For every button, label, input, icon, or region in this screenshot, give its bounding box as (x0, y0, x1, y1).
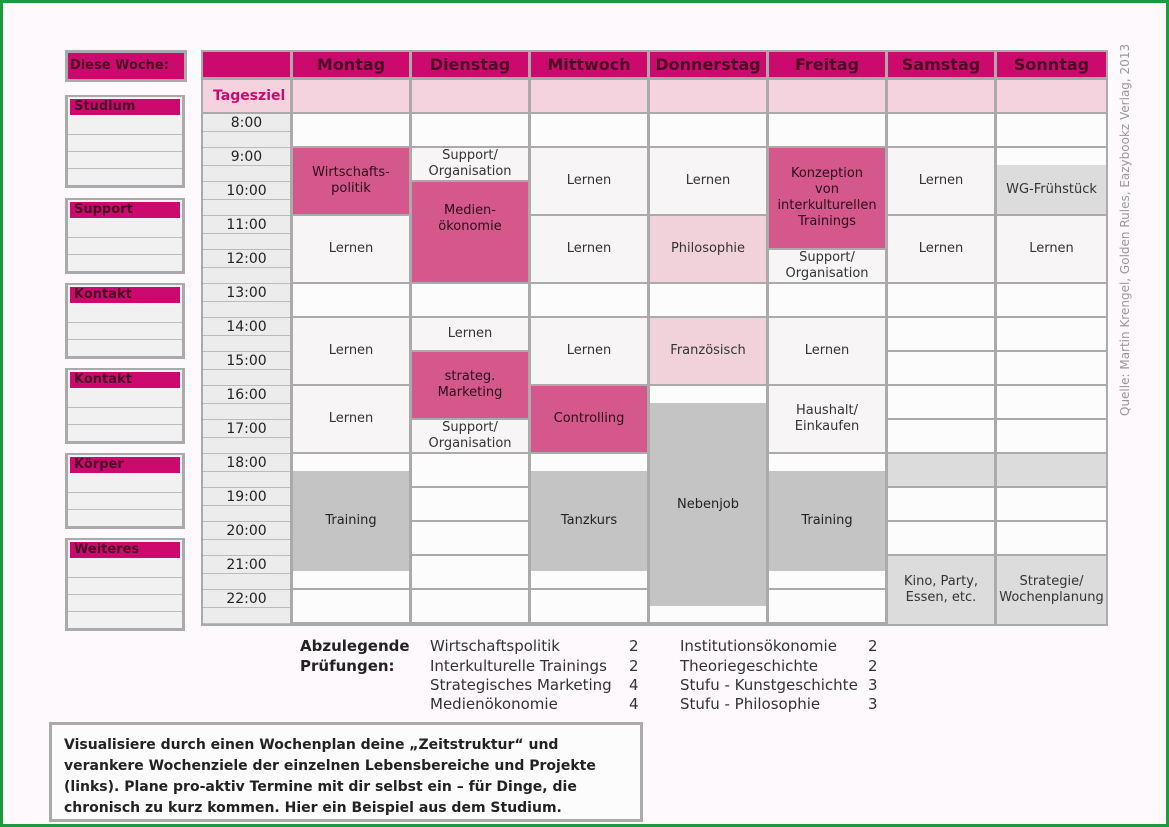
time-label: 10:00 (203, 182, 290, 199)
day-header-dienstag: Dienstag (412, 52, 528, 77)
time-slot[interactable] (888, 318, 994, 350)
time-label: 16:00 (203, 386, 290, 403)
side-block-title: Kontakt (68, 370, 182, 390)
exam-value: 3 (868, 695, 878, 713)
half-hour-line (203, 607, 290, 608)
exam-name: Theoriegeschichte (680, 657, 818, 675)
time-slot[interactable] (769, 590, 885, 622)
event-lernen[interactable]: Lernen (769, 318, 885, 384)
event-strateg-marketing[interactable]: strateg. Marketing (412, 352, 528, 418)
goal-cell[interactable] (997, 80, 1106, 112)
instruction-note: Visualisiere durch einen Wochenplan deine „Zeitstruktur“ und verankere Wochenziele der einzelnen Lebensbereiche und Projekte (links). Plane pro-aktiv Termine mit dir selbst ein – für Dinge, die chronisch zu kurz kommen. Hier ein Beispiel aus dem Studium. (49, 722, 643, 822)
time-label: 9:00 (203, 148, 290, 165)
goal-cell[interactable] (412, 80, 528, 112)
time-slot[interactable] (293, 114, 409, 146)
event-wirtschaftspolitik[interactable]: Wirtschafts- politik (293, 148, 409, 214)
half-hour-line (203, 165, 290, 166)
time-slot[interactable] (412, 488, 528, 520)
event-lernen[interactable]: Lernen (650, 148, 766, 214)
time-slot[interactable] (997, 386, 1106, 418)
half-hour-line (203, 369, 290, 370)
week-label: Diese Woche: (65, 50, 187, 82)
event-konzeption-trainings[interactable]: Konzeption von interkulturellen Trainings (769, 148, 885, 248)
time-slot[interactable] (888, 420, 994, 452)
half-hour-line (203, 403, 290, 404)
event-lernen[interactable]: Lernen (412, 318, 528, 350)
side-block-title: Weiteres (68, 540, 182, 560)
time-slot[interactable] (769, 284, 885, 316)
day-header-freitag: Freitag (769, 52, 885, 77)
goal-label: Tagesziel (203, 80, 290, 112)
time-label: 22:00 (203, 590, 290, 607)
time-slot[interactable] (531, 114, 647, 146)
exam-name: Institutionsökonomie (680, 637, 837, 655)
time-label: 12:00 (203, 250, 290, 267)
exam-name: Stufu - Philosophie (680, 695, 821, 713)
event-philosophie[interactable]: Philosophie (650, 216, 766, 282)
time-slot[interactable] (412, 284, 528, 316)
time-slot[interactable] (997, 114, 1106, 146)
block-shaded[interactable] (888, 454, 994, 486)
time-slot[interactable] (412, 454, 528, 486)
time-slot[interactable] (997, 284, 1106, 316)
half-hour-line (203, 437, 290, 438)
time-label: 19:00 (203, 488, 290, 505)
event-lernen[interactable]: Lernen (997, 216, 1106, 282)
time-slot[interactable] (412, 556, 528, 588)
event-lernen[interactable]: Lernen (888, 148, 994, 214)
time-label: 13:00 (203, 284, 290, 301)
block-shaded[interactable] (997, 454, 1106, 486)
goal-cell[interactable] (769, 80, 885, 112)
side-block-kontakt-1 (65, 283, 185, 359)
event-lernen[interactable]: Lernen (888, 216, 994, 282)
exam-value: 2 (629, 637, 639, 655)
side-block-title: Studium (68, 97, 182, 117)
half-hour-line (203, 505, 290, 506)
event-franzoesisch[interactable]: Französisch (650, 318, 766, 384)
side-block-title: Support (68, 200, 182, 220)
half-hour-line (203, 267, 290, 268)
half-hour-line (203, 301, 290, 302)
time-label: 18:00 (203, 454, 290, 471)
event-nebenjob[interactable]: Nebenjob (650, 403, 766, 606)
day-header-sonntag: Sonntag (997, 52, 1106, 77)
time-label: 21:00 (203, 556, 290, 573)
event-lernen[interactable]: Lernen (293, 216, 409, 282)
event-support[interactable]: Support/ Organisation (412, 420, 528, 452)
time-slot[interactable] (650, 114, 766, 146)
event-training[interactable]: Training (293, 471, 409, 571)
time-label: 8:00 (203, 114, 290, 131)
side-block-studium (65, 95, 185, 188)
event-lernen[interactable]: Lernen (293, 318, 409, 384)
half-hour-line (203, 573, 290, 574)
event-tanzkurs[interactable]: Tanzkurs (531, 471, 647, 571)
time-label: 17:00 (203, 420, 290, 437)
time-slot[interactable] (412, 590, 528, 622)
event-support[interactable]: Support/ Organisation (412, 148, 528, 180)
time-slot[interactable] (997, 420, 1106, 452)
event-controlling[interactable]: Controlling (531, 386, 647, 452)
exam-value: 3 (868, 676, 878, 694)
exams-title: Abzulegende Prüfungen: (300, 637, 410, 675)
event-lernen[interactable]: Lernen (293, 386, 409, 452)
time-label: 15:00 (203, 352, 290, 369)
half-hour-line (203, 199, 290, 200)
event-haushalt[interactable]: Haushalt/ Einkaufen (769, 386, 885, 452)
hour-line (203, 623, 290, 624)
event-lernen[interactable]: Lernen (531, 148, 647, 214)
exam-value: 2 (629, 657, 639, 675)
event-kino-party[interactable]: Kino, Party, Essen, etc. (888, 556, 994, 624)
exam-value: 2 (868, 657, 878, 675)
exam-name: Wirtschaftspolitik (430, 637, 560, 655)
event-support[interactable]: Support/ Organisation (769, 250, 885, 282)
week-schedule-table (201, 50, 1108, 626)
exam-name: Interkulturelle Trainings (430, 657, 607, 675)
time-slot[interactable] (888, 488, 994, 520)
time-slot[interactable] (997, 488, 1106, 520)
time-slot[interactable] (888, 522, 994, 554)
time-slot[interactable] (412, 114, 528, 146)
goal-cell[interactable] (293, 80, 409, 112)
time-slot[interactable] (997, 352, 1106, 384)
goal-cell[interactable] (888, 80, 994, 112)
event-strategie-wochenplanung[interactable]: Strategie/ Wochenplanung (997, 556, 1106, 624)
time-slot[interactable] (888, 284, 994, 316)
day-header-mittwoch: Mittwoch (531, 52, 647, 77)
side-block-title: Kontakt (68, 285, 182, 305)
day-header-montag: Montag (293, 52, 409, 77)
event-training[interactable]: Training (769, 471, 885, 571)
half-hour-line (203, 471, 290, 472)
exam-value: 4 (629, 695, 639, 713)
half-hour-line (203, 131, 290, 132)
time-slot[interactable] (888, 114, 994, 146)
side-block-weiteres (65, 538, 185, 631)
side-block-support (65, 198, 185, 274)
exam-name: Strategisches Marketing (430, 676, 612, 694)
time-slot[interactable] (997, 318, 1106, 350)
time-slot[interactable] (293, 590, 409, 622)
source-credit: Quelle: Martin Krengel, Golden Rules, Eazybookz Verlag, 2013 (1118, 43, 1132, 416)
time-slot[interactable] (888, 352, 994, 384)
time-slot[interactable] (888, 386, 994, 418)
half-hour-line (203, 233, 290, 234)
event-lernen[interactable]: Lernen (531, 318, 647, 384)
half-hour-line (203, 539, 290, 540)
event-medienoekonomie[interactable]: Medien- ökonomie (412, 182, 528, 282)
event-lernen[interactable]: Lernen (531, 216, 647, 282)
day-header-donnerstag: Donnerstag (650, 52, 766, 77)
exam-value: 4 (629, 676, 639, 694)
time-label: 14:00 (203, 318, 290, 335)
goal-cell[interactable] (650, 80, 766, 112)
time-label: 20:00 (203, 522, 290, 539)
time-slot[interactable] (997, 522, 1106, 554)
exam-name: Stufu - Kunstgeschichte (680, 676, 858, 694)
time-slot[interactable] (531, 590, 647, 622)
time-slot[interactable] (293, 284, 409, 316)
side-block-title: Körper (68, 455, 182, 475)
half-hour-line (203, 335, 290, 336)
time-slot[interactable] (769, 114, 885, 146)
side-block-koerper (65, 453, 185, 529)
side-block-kontakt-2 (65, 368, 185, 444)
time-label: 11:00 (203, 216, 290, 233)
exam-value: 2 (868, 637, 878, 655)
time-slot[interactable] (412, 522, 528, 554)
header-corner (203, 52, 290, 77)
time-slot[interactable] (531, 284, 647, 316)
event-wg-fruehstueck[interactable]: WG-Frühstück (997, 165, 1106, 214)
goal-cell[interactable] (531, 80, 647, 112)
exam-name: Medienökonomie (430, 695, 558, 713)
day-header-samstag: Samstag (888, 52, 994, 77)
time-slot[interactable] (650, 284, 766, 316)
